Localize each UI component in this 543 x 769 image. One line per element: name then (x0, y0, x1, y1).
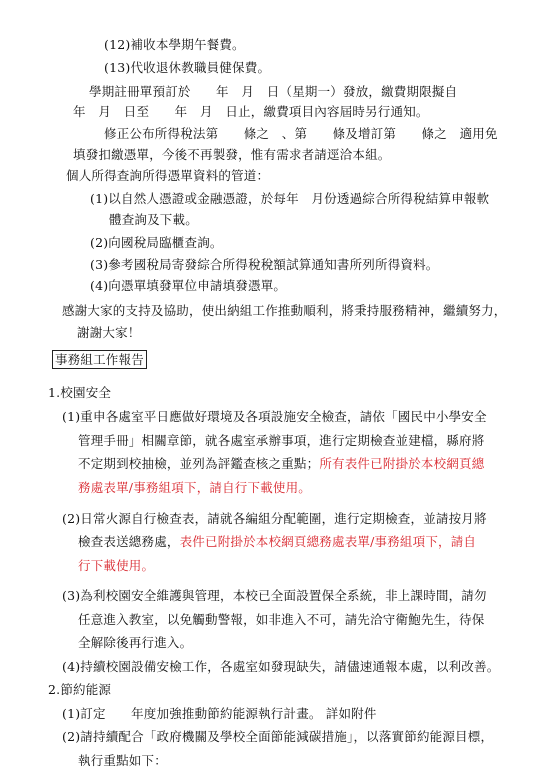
text-line: 體查詢及下載。 (109, 212, 198, 227)
text-line: 謝謝大家！ (77, 325, 141, 340)
section-heading-box: 事務組工作報告 (52, 350, 147, 369)
text-line: (4)持續校園設備安檢工作，各處室如發現缺失，請儘速通報本處，以利改善。 (62, 659, 500, 674)
text-line: (1)訂定 年度加強推動節約能源執行計畫。 詳如附件 (62, 706, 377, 721)
text-line: (3)參考國稅局寄發綜合所得稅稅額試算通知書所列所得資料。 (90, 257, 439, 272)
highlighted-note: 所有表件已附掛於本校網頁總 (319, 456, 485, 471)
text-line: 任意進入教室，以免觸動警報，如非進入不可，請先洽守衛鮑先生，待保 (78, 612, 485, 627)
text-line (78, 456, 484, 472)
highlighted-note: 表件已附掛於本校網頁總務處表單/事務組項下，請自 (179, 534, 477, 549)
text-line: 修正公布所得稅法第 條之 、第 條及增訂第 條之 適用免 (104, 126, 498, 141)
text-line: 2.節約能源 (48, 682, 112, 697)
text-line: 1.校園安全 (48, 385, 112, 400)
text-line: (2)日常火源自行檢查表，請就各編組分配範圍，進行定期檢查，並請按月將 (62, 511, 487, 526)
text-line: 年 月 日至 年 月 日止，繳費項目內容屆時另行通知。 (73, 104, 429, 119)
section-heading (52, 352, 147, 368)
text-line: 感謝大家的支持及協助，使出納組工作推動順利，將秉持服務精神，繼續努力， (62, 303, 507, 318)
text-line: 填發扣繳憑單，今後不再製發，惟有需求者請逕洽本組。 (73, 147, 391, 162)
highlighted-note: 務處表單/事務組項下，請自行下載使用。 (78, 480, 312, 495)
text-line: (2)請持續配合「政府機關及學校全面節能減碳措施」，以落實節約能源目標， (62, 729, 494, 744)
text-line: (1)以自然人憑證或金融憑證，於每年 月份透過綜合所得稅結算申報軟 (90, 191, 490, 206)
text-segment: 不定期到校抽檢，並列為評鑑查核之重點； (78, 456, 320, 471)
text-segment: 檢查表送總務處， (78, 534, 180, 549)
highlighted-note: 行下載使用。 (78, 558, 155, 573)
text-line: (2)向國稅局臨櫃查詢。 (90, 235, 223, 250)
text-line: (1)重申各處室平日應做好環境及各項設施安全檢查，請依「國民中小學安全 (62, 409, 487, 424)
text-line: 執行重點如下： (78, 753, 167, 768)
text-line: (4)向憑單填發單位申請填發憑單。 (90, 278, 287, 293)
text-line: 管理手冊」相關章節，就各處室承辦事項，進行定期檢查並建檔，縣府將 (78, 433, 485, 448)
text-line: (3)為利校園安全維護與管理，本校已全面設置保全系統，非上課時間，請勿 (62, 588, 487, 603)
text-line: 全解除後再行進入。 (78, 635, 193, 650)
text-line: 學期註冊單預訂於 年 月 日（星期一）發放，繳費期限擬自 (89, 84, 458, 99)
text-line: (12)補收本學期午餐費。 (104, 37, 245, 52)
text-line (78, 534, 476, 550)
text-line: 個人所得查詢所得憑單資料的管道： (66, 168, 270, 183)
text-line: (13)代收退休教職員健保費。 (104, 60, 271, 75)
